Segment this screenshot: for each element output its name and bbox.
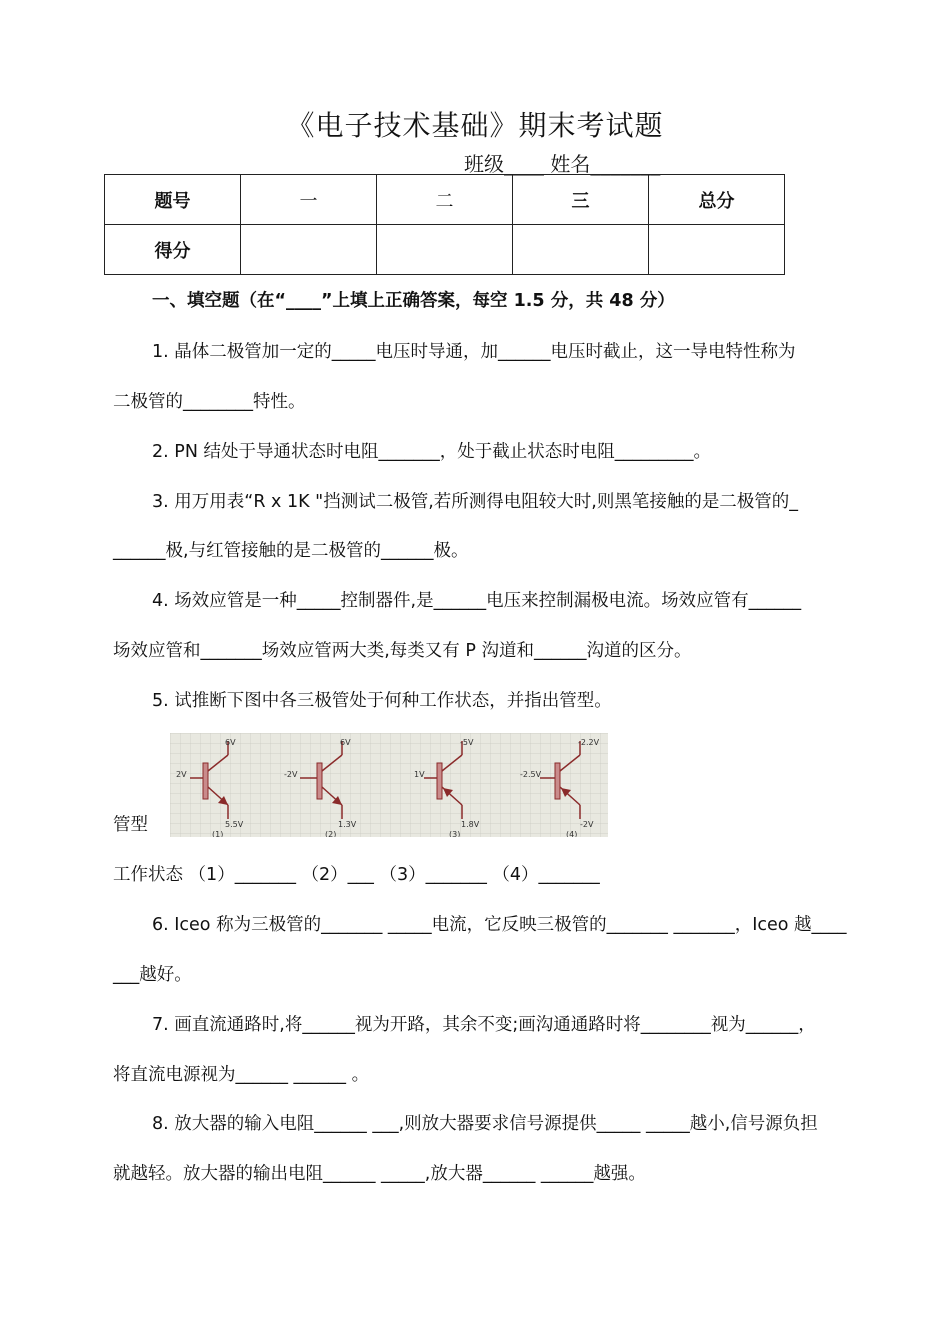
score-cell-total[interactable] bbox=[649, 225, 785, 275]
score-cell-2[interactable] bbox=[377, 225, 513, 275]
transistor-circuit-figure bbox=[170, 733, 608, 837]
t1-emitter-label: 5.5V bbox=[225, 820, 244, 829]
t2-emitter-label: 1.3V bbox=[338, 820, 357, 829]
question-line: 将直流电源视为______ ______ 。 bbox=[113, 1065, 370, 1085]
t1-base-label: 2V bbox=[176, 770, 187, 779]
question-line: 1. 晶体二极管加一定的_____电压时导通，加______电压时截止，这一导电特性称为 bbox=[152, 342, 796, 362]
question-line: ___越好。 bbox=[113, 965, 192, 985]
t4-emitter-label: -2V bbox=[580, 820, 594, 829]
question-line: 7. 画直流通路时,将______视为开路，其余不变;画沟通通路时将________视为______， bbox=[152, 1015, 816, 1035]
t3-index-label: (3) bbox=[449, 830, 461, 837]
t2-base-label: -2V bbox=[284, 770, 298, 779]
question-line: 二极管的________特性。 bbox=[113, 392, 306, 412]
header-cell-3: 三 bbox=[513, 175, 649, 225]
score-cell-3[interactable] bbox=[513, 225, 649, 275]
question-line: ______极,与红管接触的是二极管的______极。 bbox=[113, 541, 469, 561]
header-cell-2: 二 bbox=[377, 175, 513, 225]
t1-index-label: (1) bbox=[212, 830, 224, 837]
score-table-header-row bbox=[105, 175, 785, 225]
t1-collector-label: 6V bbox=[225, 738, 236, 747]
question-line: 场效应管和_______场效应管两大类,每类又有 P 沟道和______沟道的区分。 bbox=[113, 641, 692, 661]
question-line: 8. 放大器的输入电阻______ ___,则放大器要求信号源提供_____ _____越小,信号源负担 bbox=[152, 1114, 818, 1134]
t2-collector-label: 6V bbox=[340, 738, 351, 747]
question-line: 4. 场效应管是一种_____控制器件,是______电压来控制漏极电流。场效应管有______ bbox=[152, 591, 802, 611]
t3-collector-label: -5V bbox=[460, 738, 474, 747]
t4-collector-label: -2.2V bbox=[578, 738, 600, 747]
figure-label: 管型 bbox=[113, 815, 148, 835]
t2-index-label: (2) bbox=[325, 830, 337, 837]
header-cell-question-no: 题号 bbox=[105, 175, 241, 225]
working-state-line: 工作状态 （1）_______ （2）___ （3）_______ （4）_______ bbox=[113, 865, 600, 885]
question-line: 3. 用万用表“R x 1K "挡测试二极管,若所测得电阻较大时,则黑笔接触的是二极管的_ bbox=[152, 492, 799, 512]
question-line: 6. Iceo 称为三极管的_______ _____电流，它反映三极管的_______ _______，Iceo 越____ bbox=[152, 915, 847, 935]
t3-emitter-label: 1.8V bbox=[461, 820, 480, 829]
section-1-heading: 一、填空题（在“____”上填上正确答案，每空 1.5 分，共 48 分） bbox=[152, 291, 675, 311]
t4-base-label: -2.5V bbox=[520, 770, 542, 779]
class-name-line: 班级____ 姓名_______ bbox=[464, 152, 661, 176]
page-title: 《电子技术基础》期末考试题 bbox=[286, 109, 664, 142]
question-line: 2. PN 结处于导通状态时电阻_______，处于截止状态时电阻_________。 bbox=[152, 442, 711, 462]
header-cell-total: 总分 bbox=[649, 175, 785, 225]
score-table-score-row bbox=[105, 225, 785, 275]
question-line: 5. 试推断下图中各三极管处于何种工作状态，并指出管型。 bbox=[152, 691, 612, 711]
score-cell-1[interactable] bbox=[241, 225, 377, 275]
question-line: 就越轻。放大器的输出电阻______ _____,放大器______ ______越强。 bbox=[113, 1164, 646, 1184]
header-cell-1: 一 bbox=[241, 175, 377, 225]
t3-base-label: 1V bbox=[414, 770, 425, 779]
score-table bbox=[104, 174, 785, 275]
score-row-label: 得分 bbox=[105, 225, 241, 275]
t4-index-label: (4) bbox=[566, 830, 578, 837]
